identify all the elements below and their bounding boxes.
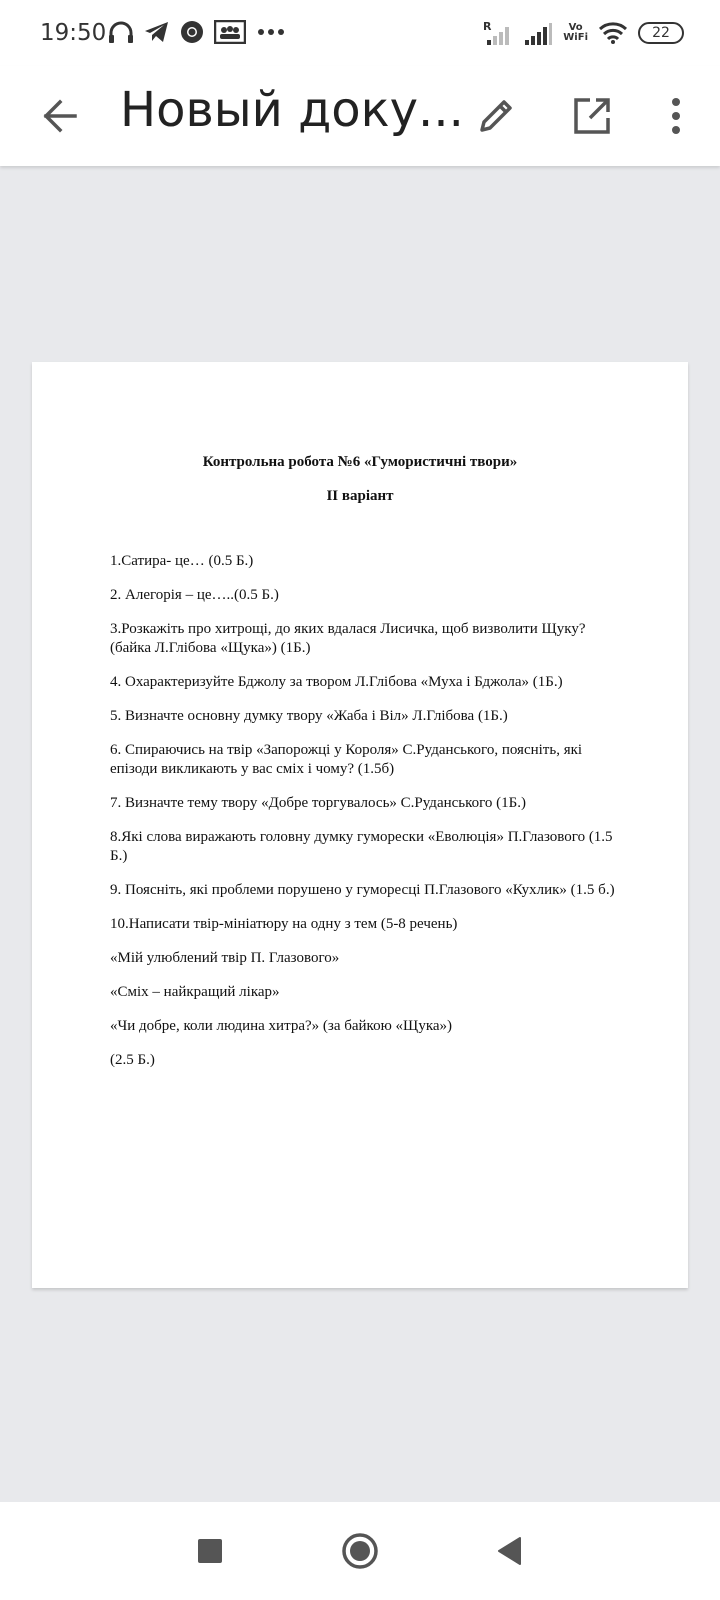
home-button[interactable] [335,1526,385,1576]
square-icon [197,1538,223,1564]
question-list [110,552,620,1085]
list-item: 10.Написати твір-мініатюру на одну з тем (5-8 речень) [110,916,458,932]
list-item: 1.Сатира- це… (0.5 Б.) [110,553,254,569]
list-item: 4. Охарактеризуйте Бджолу за твором Л.Глібова «Муха і Бджола» (1Б.) [110,674,563,690]
vowifi-bottom: WiFi [563,32,588,43]
signal-icon [523,20,553,46]
list-item: «Сміх – найкращий лікар» [110,984,280,1000]
meet-icon [214,20,246,44]
open-in-new-button[interactable] [562,86,622,146]
list-item: 2. Алегорія – це…..(0.5 Б.) [110,587,279,603]
status-bar [0,0,720,66]
list-item: 6. Спираючись на твір «Запорожці у Короля» С.Руданського, поясніть, які епізоди викликають у вас сміх і чому? (1.5б) [110,742,583,777]
open-in-new-icon [572,96,612,136]
list-item: «Чи добре, коли людина хитра?» (за байкою «Щука») [110,1018,453,1034]
vowifi-top: Vo [568,22,583,33]
pencil-icon [476,96,516,136]
circle-icon [341,1532,379,1570]
document-heading: Контрольна робота №6 «Гумористичні твори» [202,454,518,470]
battery-level: 22 [652,25,670,41]
list-item: 9. Поясніть, які проблеми порушено у гуморесці П.Глазового «Кухлик» (1.5 б.) [110,882,615,898]
document-subheading: ІІ варіант [326,488,394,504]
triangle-back-icon [496,1536,522,1566]
list-item: 3.Розкажіть про хитрощі, до яких вдалася Лисичка, щоб визволити Щуку? (байка Л.Глібова «Щука») (1Б.) [110,621,586,656]
notification-icons [108,20,286,44]
chrome-icon [180,20,204,44]
list-item: 7. Визначте тему твору «Добре торгувалось» С.Руданського (1Б.) [110,795,527,811]
list-item: «Мій улюблений твір П. Глазового» [110,950,340,966]
more-notifications-icon [256,20,286,44]
app-bar [0,66,720,166]
document-title: Новый доку... [120,82,464,138]
headphones-icon [108,20,134,44]
list-item: 8.Які слова виражають головну думку гуморески «Еволюція» П.Глазового (1.5 Б.) [110,829,613,864]
status-time: 19:50 [40,20,107,46]
recents-button[interactable] [185,1526,235,1576]
roaming-label: R [483,20,492,33]
signal-roaming-icon [483,20,513,46]
back-button[interactable] [30,86,90,146]
arrow-back-icon [42,98,78,134]
more-options-button[interactable] [646,86,706,146]
back-nav-button[interactable] [484,1526,534,1576]
list-item: (2.5 Б.) [110,1052,155,1068]
more-vert-icon [670,96,682,136]
system-navigation-bar [0,1502,720,1600]
vowifi-indicator [563,23,588,43]
edit-button[interactable] [466,86,526,146]
telegram-icon [144,20,170,44]
wifi-icon [598,21,628,45]
list-item: 5. Визначте основну думку твору «Жаба і Віл» Л.Глібова (1Б.) [110,708,508,724]
system-icons [483,20,684,46]
document-page[interactable] [32,362,688,1288]
battery-indicator [638,22,684,44]
